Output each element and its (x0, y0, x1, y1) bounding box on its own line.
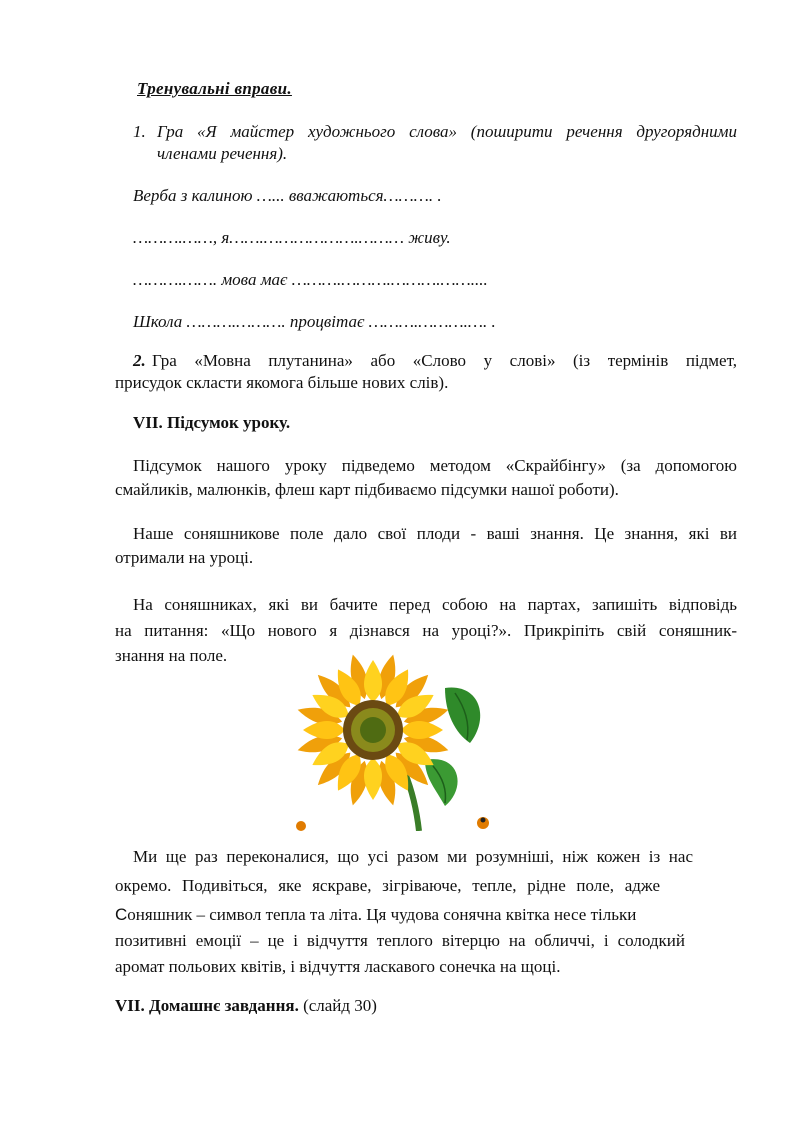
exercise-1-sentence: ……….……, я…….……………….……… живу. (133, 228, 451, 247)
homework-note: (слайд 30) (298, 996, 377, 1015)
summary-paragraph-1-line-2: смайликів, малюнків, флеш карт підбиваємо підсумки нашої роботи). (115, 480, 619, 499)
exercise-1-sentence: ……….……. мова має ……….……….……….…….... (133, 270, 488, 289)
closing-line-3 (115, 904, 636, 926)
exercise-1-sentence: Верба з калиною …... вважаються………. . (133, 186, 442, 205)
closing-line-5: аромат польових квітів, і відчуття ласкавого сонечка на щоці. (115, 957, 561, 976)
exercise-1-line-1: Гра «Я майстер художнього слова» (поширити речення другорядними (157, 122, 737, 141)
exercise-1-line-2: членами речення). (157, 144, 288, 163)
sunflower-disc-inner (360, 717, 386, 743)
homework-heading: VII. Домашнє завдання. (115, 996, 299, 1015)
summary-paragraph-3-line-3: знання на поле. (115, 646, 228, 665)
summary-paragraph-2-line-2: отримали на уроці. (115, 548, 254, 567)
summary-paragraph-1-line-1: Підсумок нашого уроку підведемо методом «Скрайбінгу» (за допомогою (133, 456, 737, 475)
sunflower-illustration (295, 648, 495, 831)
closing-line-2: окремо. Подивіться, яке яскраве, зігріваюче, тепле, рідне поле, адже (115, 876, 660, 895)
exercise-2-line-2: присудок скласти якомога більше нових слів). (115, 373, 449, 392)
closing-line-4: позитивні емоції – це і відчуття теплого вітерцю на обличчі, і солодкий (115, 931, 685, 950)
ladybug-head (481, 818, 486, 823)
summary-heading: VII. Підсумок уроку. (133, 413, 291, 432)
leaf (425, 759, 458, 806)
exercise-2-line-1: Гра «Мовна плутанина» або «Слово у слові» (із термінів підмет, (152, 351, 737, 370)
closing-line-3-capital: С (115, 905, 128, 924)
exercise-1-number: 1. (133, 122, 146, 141)
leaf (445, 688, 480, 743)
homework-line (115, 995, 377, 1017)
exercise-1-sentence: Школа ……….………. процвітає ……….……….…. . (133, 312, 496, 331)
closing-line-1: Ми ще раз переконалися, що усі разом ми розумніші, ніж кожен із нас (133, 847, 693, 866)
ladybug-icon (296, 821, 306, 831)
exercise-2-number: 2. (133, 351, 146, 370)
summary-paragraph-2-line-1: Наше соняшникове поле дало свої плоди - ваші знання. Це знання, які ви (133, 524, 737, 543)
summary-paragraph-3-line-2: на питання: «Що нового я дізнався на уроці?». Прикріпіть свій соняшник- (115, 621, 737, 640)
summary-paragraph-3-line-1: На соняшниках, які ви бачите перед собою на партах, запишіть відповідь (133, 595, 737, 614)
closing-line-3-text: оняшник – символ тепла та літа. Ця чудова сонячна квітка несе тільки (127, 905, 637, 924)
section-title: Тренувальні вправи. (137, 79, 292, 98)
